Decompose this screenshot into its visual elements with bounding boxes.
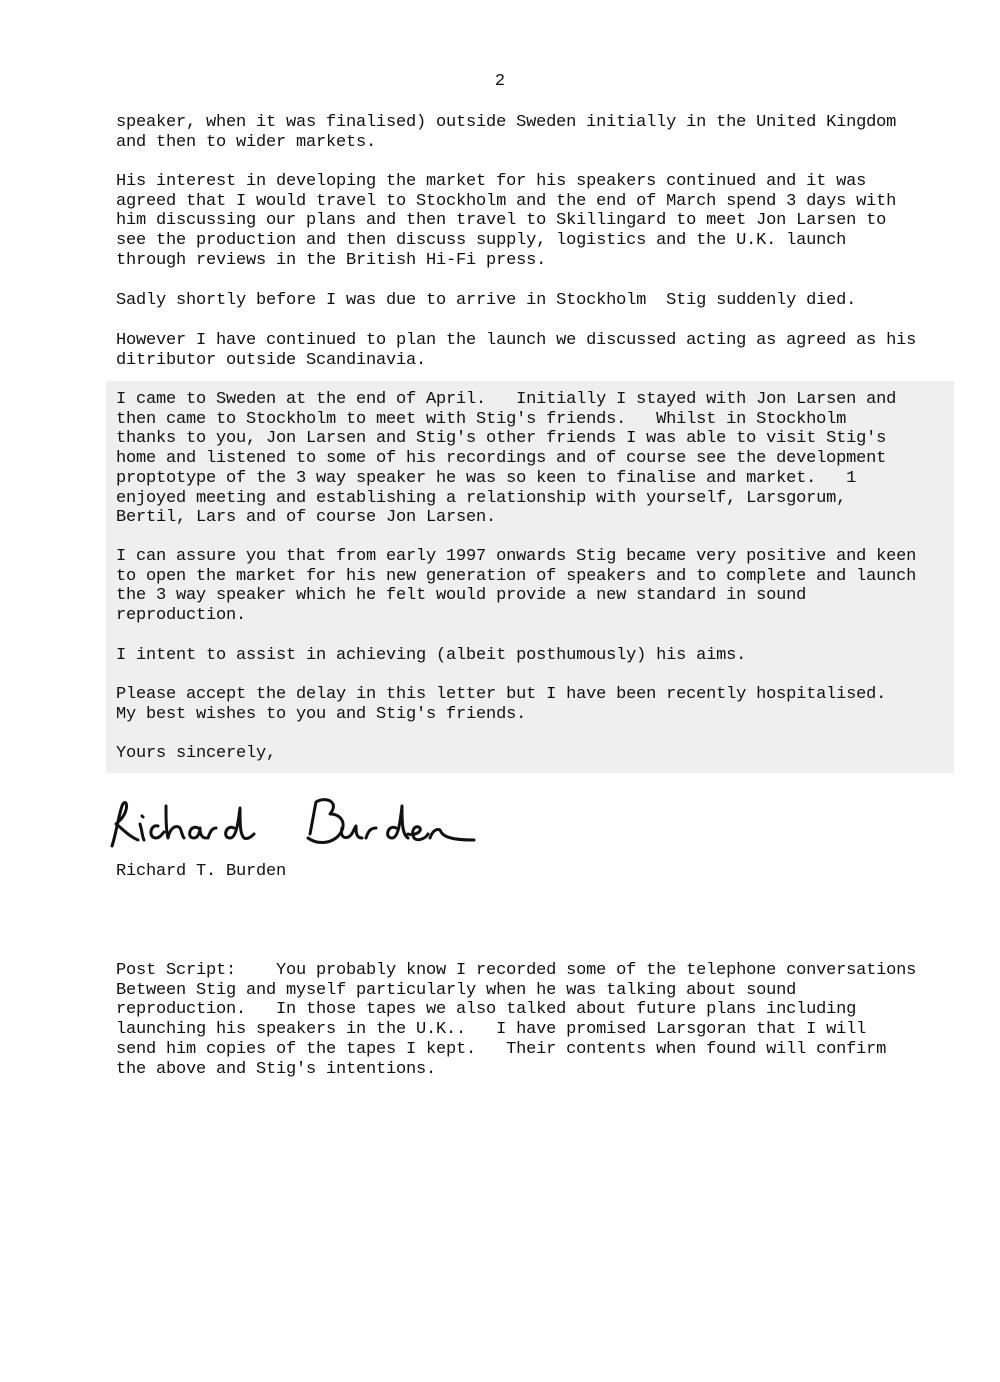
text-line: proptotype of the 3 way speaker he was so keen to finalise and market. 1: [116, 468, 857, 488]
text-line: send him copies of the tapes I kept. Their contents when found will confirm: [116, 1039, 887, 1059]
paragraph-8: [116, 685, 946, 724]
text-line: My best wishes to you and Stig's friends.: [116, 704, 527, 724]
paragraph-5: [116, 390, 946, 528]
paragraph-3: [116, 291, 946, 311]
text-line: launching his speakers in the U.K.. I have promised Larsgoran that I will: [116, 1020, 867, 1040]
text-line: the above and Stig's intentions.: [116, 1059, 437, 1079]
closing: [116, 744, 946, 764]
text-line: I can assure you that from early 1997 onwards Stig became very positive and keen: [116, 547, 917, 566]
typed-name: [116, 862, 946, 882]
text-line: ditributor outside Scandinavia.: [116, 350, 427, 370]
paragraph-4: [116, 331, 946, 370]
text-line: I came to Sweden at the end of April. Initially I stayed with Jon Larsen and: [116, 390, 897, 409]
text-line: agreed that I would travel to Stockholm and the end of March spend 3 days with: [116, 191, 897, 211]
text-line: Post Script: You probably know I recorded some of the telephone conversations: [116, 961, 917, 980]
paragraph-6: [116, 547, 946, 626]
text-line: Bertil, Lars and of course Jon Larsen.: [116, 508, 497, 528]
paragraph-1: [116, 113, 946, 152]
text-line: Sadly shortly before I was due to arrive in Stockholm Stig suddenly died.: [116, 291, 857, 310]
text-line: to open the market for his new generation of speakers and to complete and launch: [116, 566, 917, 586]
paragraph-7: [116, 646, 946, 666]
text-line: speaker, when it was finalised) outside Sweden initially in the United Kingdom: [116, 113, 897, 132]
text-line: him discussing our plans and then travel to Skillingard to meet Jon Larsen to: [116, 211, 887, 231]
text-line: then came to Stockholm to meet with Stig's friends. Whilst in Stockholm: [116, 409, 847, 429]
text-line: Yours sincerely,: [116, 744, 277, 763]
page-number: 2: [494, 72, 506, 91]
text-line: reproduction. In those tapes we also talked about future plans including: [116, 1000, 857, 1020]
text-line: I intent to assist in achieving (albeit posthumously) his aims.: [116, 646, 747, 665]
paragraph-2: [116, 172, 946, 271]
text-line: Richard T. Burden: [116, 862, 287, 881]
handwritten-signature: [104, 794, 484, 856]
text-line: thanks to you, Jon Larsen and Stig's other friends I was able to visit Stig's: [116, 429, 887, 449]
text-line: see the production and then discuss supply, logistics and the U.K. launch: [116, 231, 847, 251]
text-line: and then to wider markets.: [116, 132, 377, 152]
text-line: enjoyed meeting and establishing a relationship with yourself, Larsgorum,: [116, 488, 847, 508]
text-line: Please accept the delay in this letter but I have been recently hospitalised.: [116, 685, 887, 704]
postscript: [116, 961, 946, 1079]
text-line: the 3 way speaker which he felt would provide a new standard in sound: [116, 586, 807, 606]
text-line: reproduction.: [116, 606, 247, 626]
text-line: through reviews in the British Hi-Fi press.: [116, 250, 547, 270]
text-line: His interest in developing the market for his speakers continued and it was: [116, 172, 867, 191]
text-line: home and listened to some of his recordings and of course see the development: [116, 449, 887, 469]
text-line: Between Stig and myself particularly when he was talking about sound: [116, 980, 797, 1000]
text-line: However I have continued to plan the launch we discussed acting as agreed as his: [116, 331, 917, 350]
